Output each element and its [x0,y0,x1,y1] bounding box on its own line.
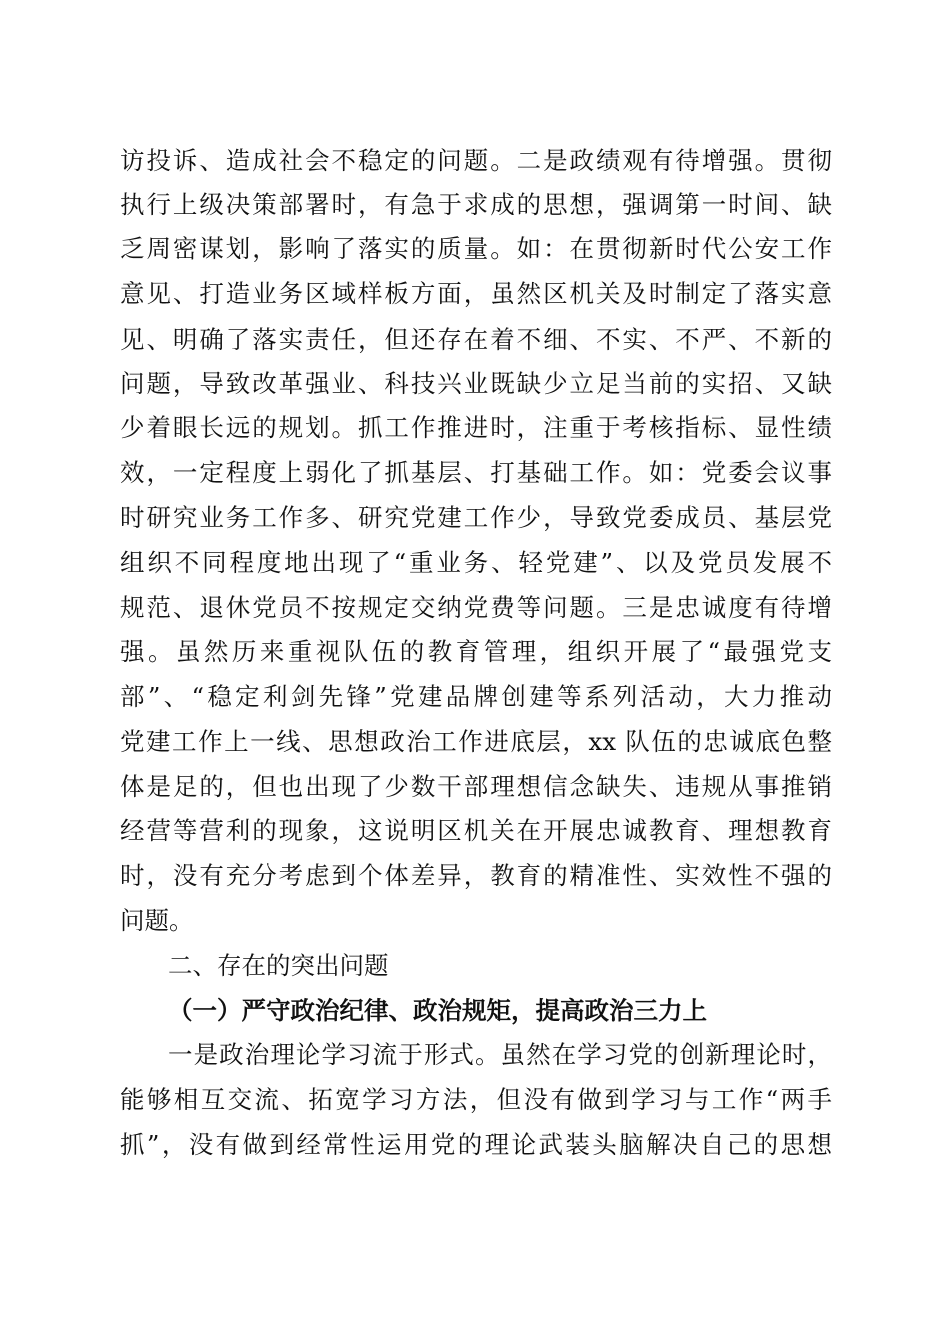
section-heading: 二、存在的突出问题 [168,951,389,980]
text-line: 问题。 [120,906,194,935]
text-line: 乏周密谋划，影响了落实的质量。如：在贯彻新时代公安工作 [120,234,832,263]
text-line: 党建工作上一线、思想政治工作进底层，xx 队伍的忠诚底色整 [120,727,832,756]
text-line: 经营等营利的现象，这说明区机关在开展忠诚教育、理想教育 [120,816,832,845]
text-line: 时，没有充分考虑到个体差异，教育的精准性、实效性不强的 [120,861,832,890]
subsection-heading: （一）严守政治纪律、政治规矩，提高政治三力上 [168,996,707,1025]
text-line: 效，一定程度上弱化了抓基层、打基础工作。如：党委会议事 [120,458,832,487]
text-line: 时研究业务工作多、研究党建工作少，导致党委成员、基层党 [120,503,832,532]
text-line: 意见、打造业务区域样板方面，虽然区机关及时制定了落实意 [120,279,832,308]
text-line: 部”、“稳定利剑先锋”党建品牌创建等系列活动，大力推动 [120,682,832,711]
text-line: 组织不同程度地出现了“重业务、轻党建”、以及党员发展不 [120,548,832,577]
text-line: 强。虽然历来重视队伍的教育管理，组织开展了“最强党支 [120,637,832,666]
text-line: 少着眼长远的规划。抓工作推进时，注重于考核指标、显性绩 [120,413,832,442]
text-line: 体是足的，但也出现了少数干部理想信念缺失、违规从事推销 [120,772,832,801]
text-line: 执行上级决策部署时，有急于求成的思想，强调第一时间、缺 [120,190,832,219]
text-line: 一是政治理论学习流于形式。虽然在学习党的创新理论时， [168,1040,832,1069]
text-line: 抓”，没有做到经常性运用党的理论武装头脑解决自己的思想 [120,1130,832,1159]
text-line: 能够相互交流、拓宽学习方法，但没有做到学习与工作“两手 [120,1085,832,1114]
text-line: 见、明确了落实责任，但还存在着不细、不实、不严、不新的 [120,325,832,354]
text-line: 规范、退休党员不按规定交纳党费等问题。三是忠诚度有待增 [120,593,832,622]
text-line: 访投诉、造成社会不稳定的问题。二是政绩观有待增强。贯彻 [120,146,832,175]
text-line: 问题，导致改革强业、科技兴业既缺少立足当前的实招、又缺 [120,369,832,398]
